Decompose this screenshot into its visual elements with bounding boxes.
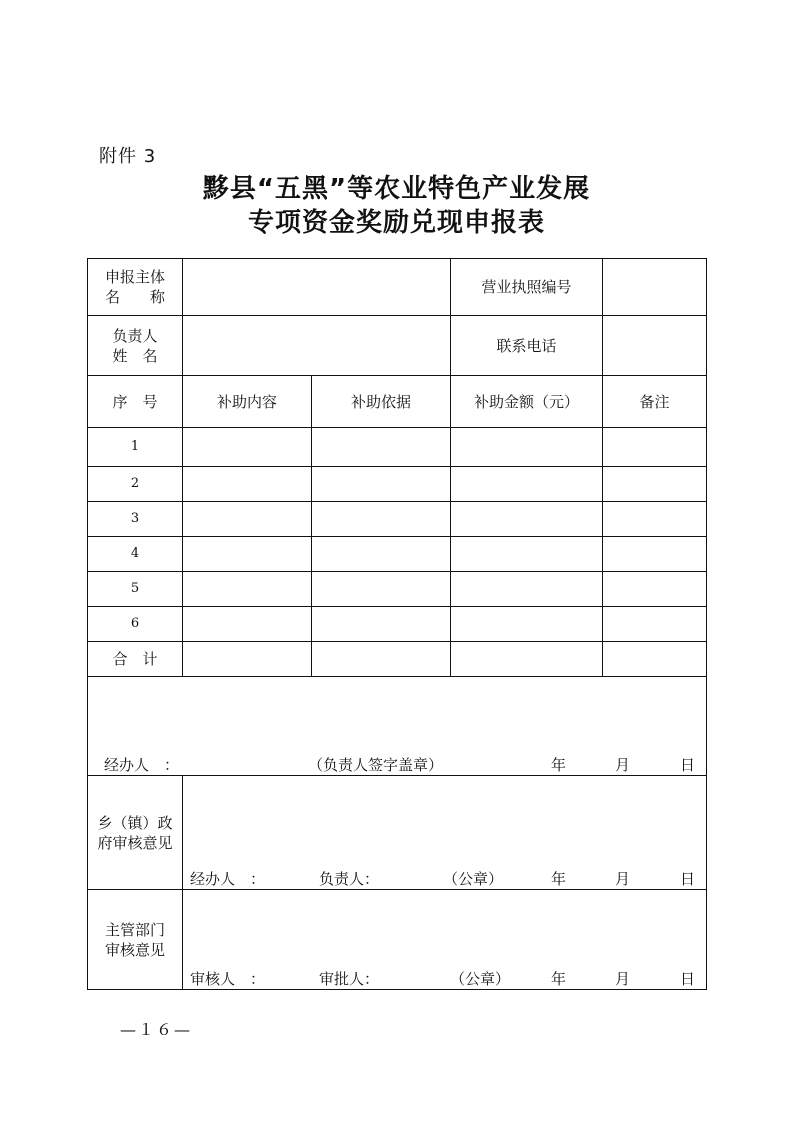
town-year-label: 年 xyxy=(551,870,567,888)
column-header-content: 补助内容 xyxy=(216,392,277,411)
page-number: —１６— xyxy=(120,1020,193,1039)
dept-review-label-line-2: 审核意见 xyxy=(104,940,165,959)
applicant-name-label-line-1: 申报主体 xyxy=(104,268,165,286)
dept-day-label: 日 xyxy=(680,970,696,988)
license-number-field[interactable] xyxy=(603,259,706,315)
row-number: 4 xyxy=(130,546,140,561)
applicant-month-label: 月 xyxy=(615,756,631,774)
form-title-line-1: 黟县“五黑”等农业特色产业发展 xyxy=(202,174,591,204)
row-number: 5 xyxy=(130,581,140,596)
town-month-label: 月 xyxy=(615,870,631,888)
table-border-bottom xyxy=(87,989,707,990)
row-number: 1 xyxy=(130,439,140,454)
dept-review-label xyxy=(88,890,182,989)
person-in-charge-label xyxy=(88,316,182,375)
row-number: 2 xyxy=(130,476,140,491)
applicant-name-label-line-2: 名 称 xyxy=(104,288,165,306)
column-header-seq: 序 号 xyxy=(112,392,158,411)
town-review-label-line-1: 乡（镇）政 xyxy=(97,813,173,832)
column-header-amount: 补助金额（元） xyxy=(473,392,579,411)
town-person-in-charge-label: 负责人： xyxy=(319,870,380,888)
applicant-name-field[interactable] xyxy=(183,259,450,315)
town-day-label: 日 xyxy=(680,870,696,888)
applicant-name-label xyxy=(88,259,182,315)
person-in-charge-label-line-1: 负责人 xyxy=(112,326,158,345)
person-in-charge-label-line-2: 姓 名 xyxy=(112,346,158,365)
total-label: 合 计 xyxy=(112,650,158,668)
dept-month-label: 月 xyxy=(615,970,631,988)
dept-approver-label: 审批人： xyxy=(319,970,380,988)
column-header-basis: 补助依据 xyxy=(350,392,411,411)
attachment-label: 附件 3 xyxy=(99,146,157,167)
row-number: 3 xyxy=(130,511,140,526)
applicant-signature-note: （负责人签字盖章） xyxy=(308,756,444,774)
dept-seal-label: （公章） xyxy=(450,970,511,988)
table-border-right xyxy=(706,258,707,990)
town-handler-label: 经办人 ： xyxy=(190,870,266,888)
dept-year-label: 年 xyxy=(551,970,567,988)
row-number: 6 xyxy=(130,616,140,631)
license-number-label: 营业执照编号 xyxy=(481,278,572,296)
applicant-handler-label: 经办人 ： xyxy=(104,756,180,774)
town-seal-label: （公章） xyxy=(443,870,504,888)
table-column-rule xyxy=(182,775,183,990)
dept-review-label-line-1: 主管部门 xyxy=(104,920,165,939)
applicant-day-label: 日 xyxy=(680,756,696,774)
applicant-year-label: 年 xyxy=(551,756,567,774)
town-review-label xyxy=(88,776,182,889)
table-rule xyxy=(87,676,707,677)
town-review-label-line-2: 府审核意见 xyxy=(97,833,173,852)
column-header-remark: 备注 xyxy=(639,392,670,411)
phone-field[interactable] xyxy=(603,316,706,375)
phone-label: 联系电话 xyxy=(496,336,557,355)
person-in-charge-field[interactable] xyxy=(183,316,450,375)
dept-reviewer-label: 审核人 ： xyxy=(190,970,266,988)
form-title-line-2: 专项资金奖励兑现申报表 xyxy=(247,208,545,238)
